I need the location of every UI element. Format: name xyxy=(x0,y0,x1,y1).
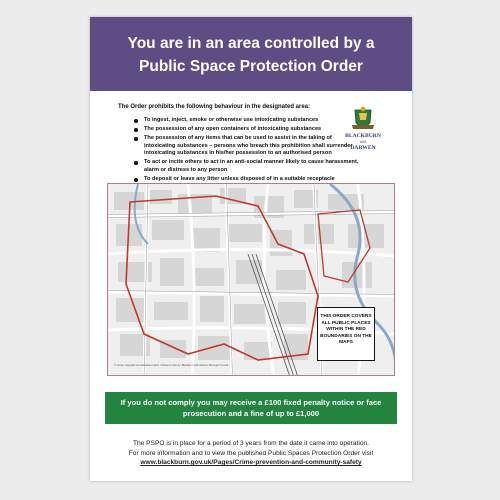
poster-title-banner xyxy=(90,17,412,91)
bullet-icon xyxy=(134,119,138,123)
crest-text-darwen: DARWEN xyxy=(350,145,376,151)
rule-text: The possession of any open containers of intoxicating substances xyxy=(144,125,322,132)
footer-duration-text: The PSPO is in place for a period of 3 years from the date it came into operation. xyxy=(132,440,370,447)
map-coverage-note: THIS ORDER COVERS ALL PUBLIC PLACES WITHIN THE RED BOUNDARIES ON THE MAPS xyxy=(317,307,375,361)
footer-website-link[interactable]: www.blackburn.gov.uk/Pages/Crime-prevention-and-community-safety xyxy=(140,459,362,467)
crest-text-blackburn: BLACKBURN xyxy=(345,133,381,139)
pspo-poster xyxy=(90,17,412,481)
poster-title-line-1: You are in an area controlled by a xyxy=(127,35,375,52)
footer-info xyxy=(98,439,404,468)
bullet-icon xyxy=(134,178,138,182)
rule-text: To deposit or leave any litter unless disposed of in a suitable receptacle xyxy=(144,175,335,182)
penalty-warning-banner xyxy=(105,392,397,424)
rule-item xyxy=(134,117,359,125)
pspo-area-map xyxy=(107,183,395,376)
order-intro: The Order prohibits the following behaviour in the designated area: xyxy=(118,104,311,110)
rule-item xyxy=(134,159,359,174)
rule-text: The possession of any items that can be used to assist in the taking of intoxicating substances – persons who breach this prohibition shall surrender intoxicating substances in his/her possession to an authorised person xyxy=(144,134,353,157)
prohibited-behaviour-list xyxy=(134,117,359,185)
penalty-warning-line-1: If you do not comply you may receive a £100 fixed penalty notice or face xyxy=(120,398,382,407)
rule-text: To act or incite others to act in an anti-social manner likely to cause harassment, alarm or distress to any person xyxy=(144,159,359,173)
rule-item xyxy=(134,126,359,134)
crest-text-with: with xyxy=(359,140,367,144)
rule-text: To ingest, inject, smoke or otherwise use intoxicating substances xyxy=(144,117,319,123)
map-copyright-credit: © Crown copyright and database rights. Ordnance Survey. Blackburn with Darwen Borough Council xyxy=(114,364,229,367)
rule-item xyxy=(134,135,359,158)
bullet-icon xyxy=(134,137,138,141)
footer-more-info-text: For more information and to view the published Public Spaces Protection Order visit xyxy=(128,449,374,457)
bullet-icon xyxy=(134,161,138,165)
penalty-warning-line-2: prosecution and a fine of up to £1,000 xyxy=(182,409,320,418)
poster-title-line-2: Public Space Protection Order xyxy=(139,58,363,75)
bullet-icon xyxy=(134,128,138,132)
